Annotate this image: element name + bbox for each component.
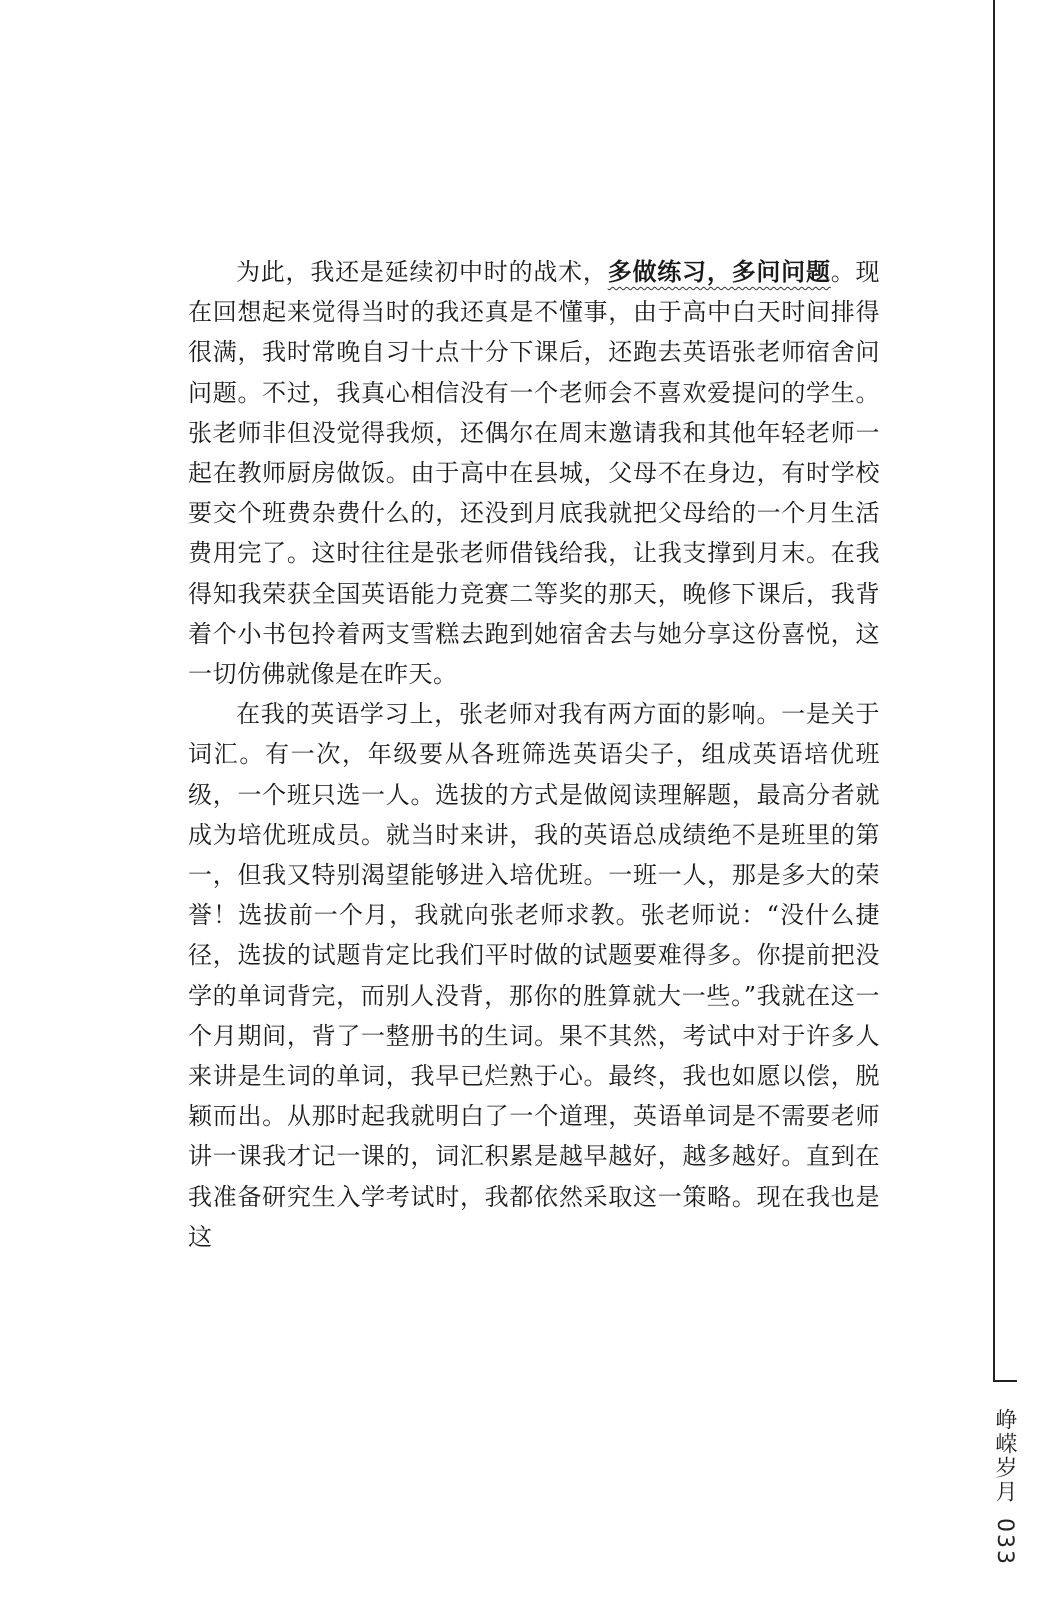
emphasized-phrase: 多做练习，多问问题 <box>607 258 831 286</box>
paragraph-1-rest: 。现在回想起来觉得当时的我还真是不懂事，由于高中白天时间排得很满，我时常晚自习十点十分下课后，还跑去英语张老师宿舍问问题。不过，我真心相信没有一个老师会不喜欢爱提问的学生。张老师非但没觉得我烦，还偶尔在周末邀请我和其他年轻老师一起在教师厨房做饭。由于高中在县城，父母不在身边，有时学校要交个班费杂费什么的，还没到月底我就把父母给的一个月生活费用完了。这时往往是张老师借钱给我，让我支撑到月末。在我得知我荣获全国英语能力竞赛二等奖的那天，晚修下课后，我背着个小书包拎着两支雪糕去跑到她宿舍去与她分享这份喜悦，这一切仿佛就像是在昨天。 <box>188 258 881 689</box>
paragraph-2: 在我的英语学习上，张老师对我有两方面的影响。一是关于词汇。有一次，年级要从各班筛选英语尖子，组成英语培优班级，一个班只选一人。选拔的方式是做阅读理解题，最高分者就成为培优班成员。就当时来讲，我的英语总成绩绝不是班里的第一，但我又特别渴望能够进入培优班。一班一人，那是多大的荣誉！选拔前一个月，我就向张老师求教。张老师说：“没什么捷径，选拔的试题肯定比我们平时做的试题要难得多。你提前把没学的单词背完，而别人没背，那你的胜算就大一些。”我就在这一个月期间，背了一整册书的生词。果不其然，考试中对于许多人来讲是生词的单词，我早已烂熟于心。最终，我也如愿以偿，脱颖而出。从那时起我就明白了一个道理，英语单词是不需要老师讲一课我才记一课的，词汇积累是越早越好，越多越好。直到在我准备研究生入学考试时，我都依然采取这一策略。现在我也是这 <box>188 700 880 1251</box>
margin-rule-tick <box>993 1380 1017 1382</box>
margin-rule <box>993 0 995 1382</box>
paragraph-1-start: 为此，我还是延续初中时的战术， <box>236 258 608 286</box>
body-text <box>188 252 880 1257</box>
paragraph-1 <box>188 252 880 694</box>
page-number: 033 <box>992 1518 1017 1566</box>
running-head-title: 峥嵘岁月 <box>992 1408 1017 1504</box>
running-head <box>980 1408 1020 1566</box>
